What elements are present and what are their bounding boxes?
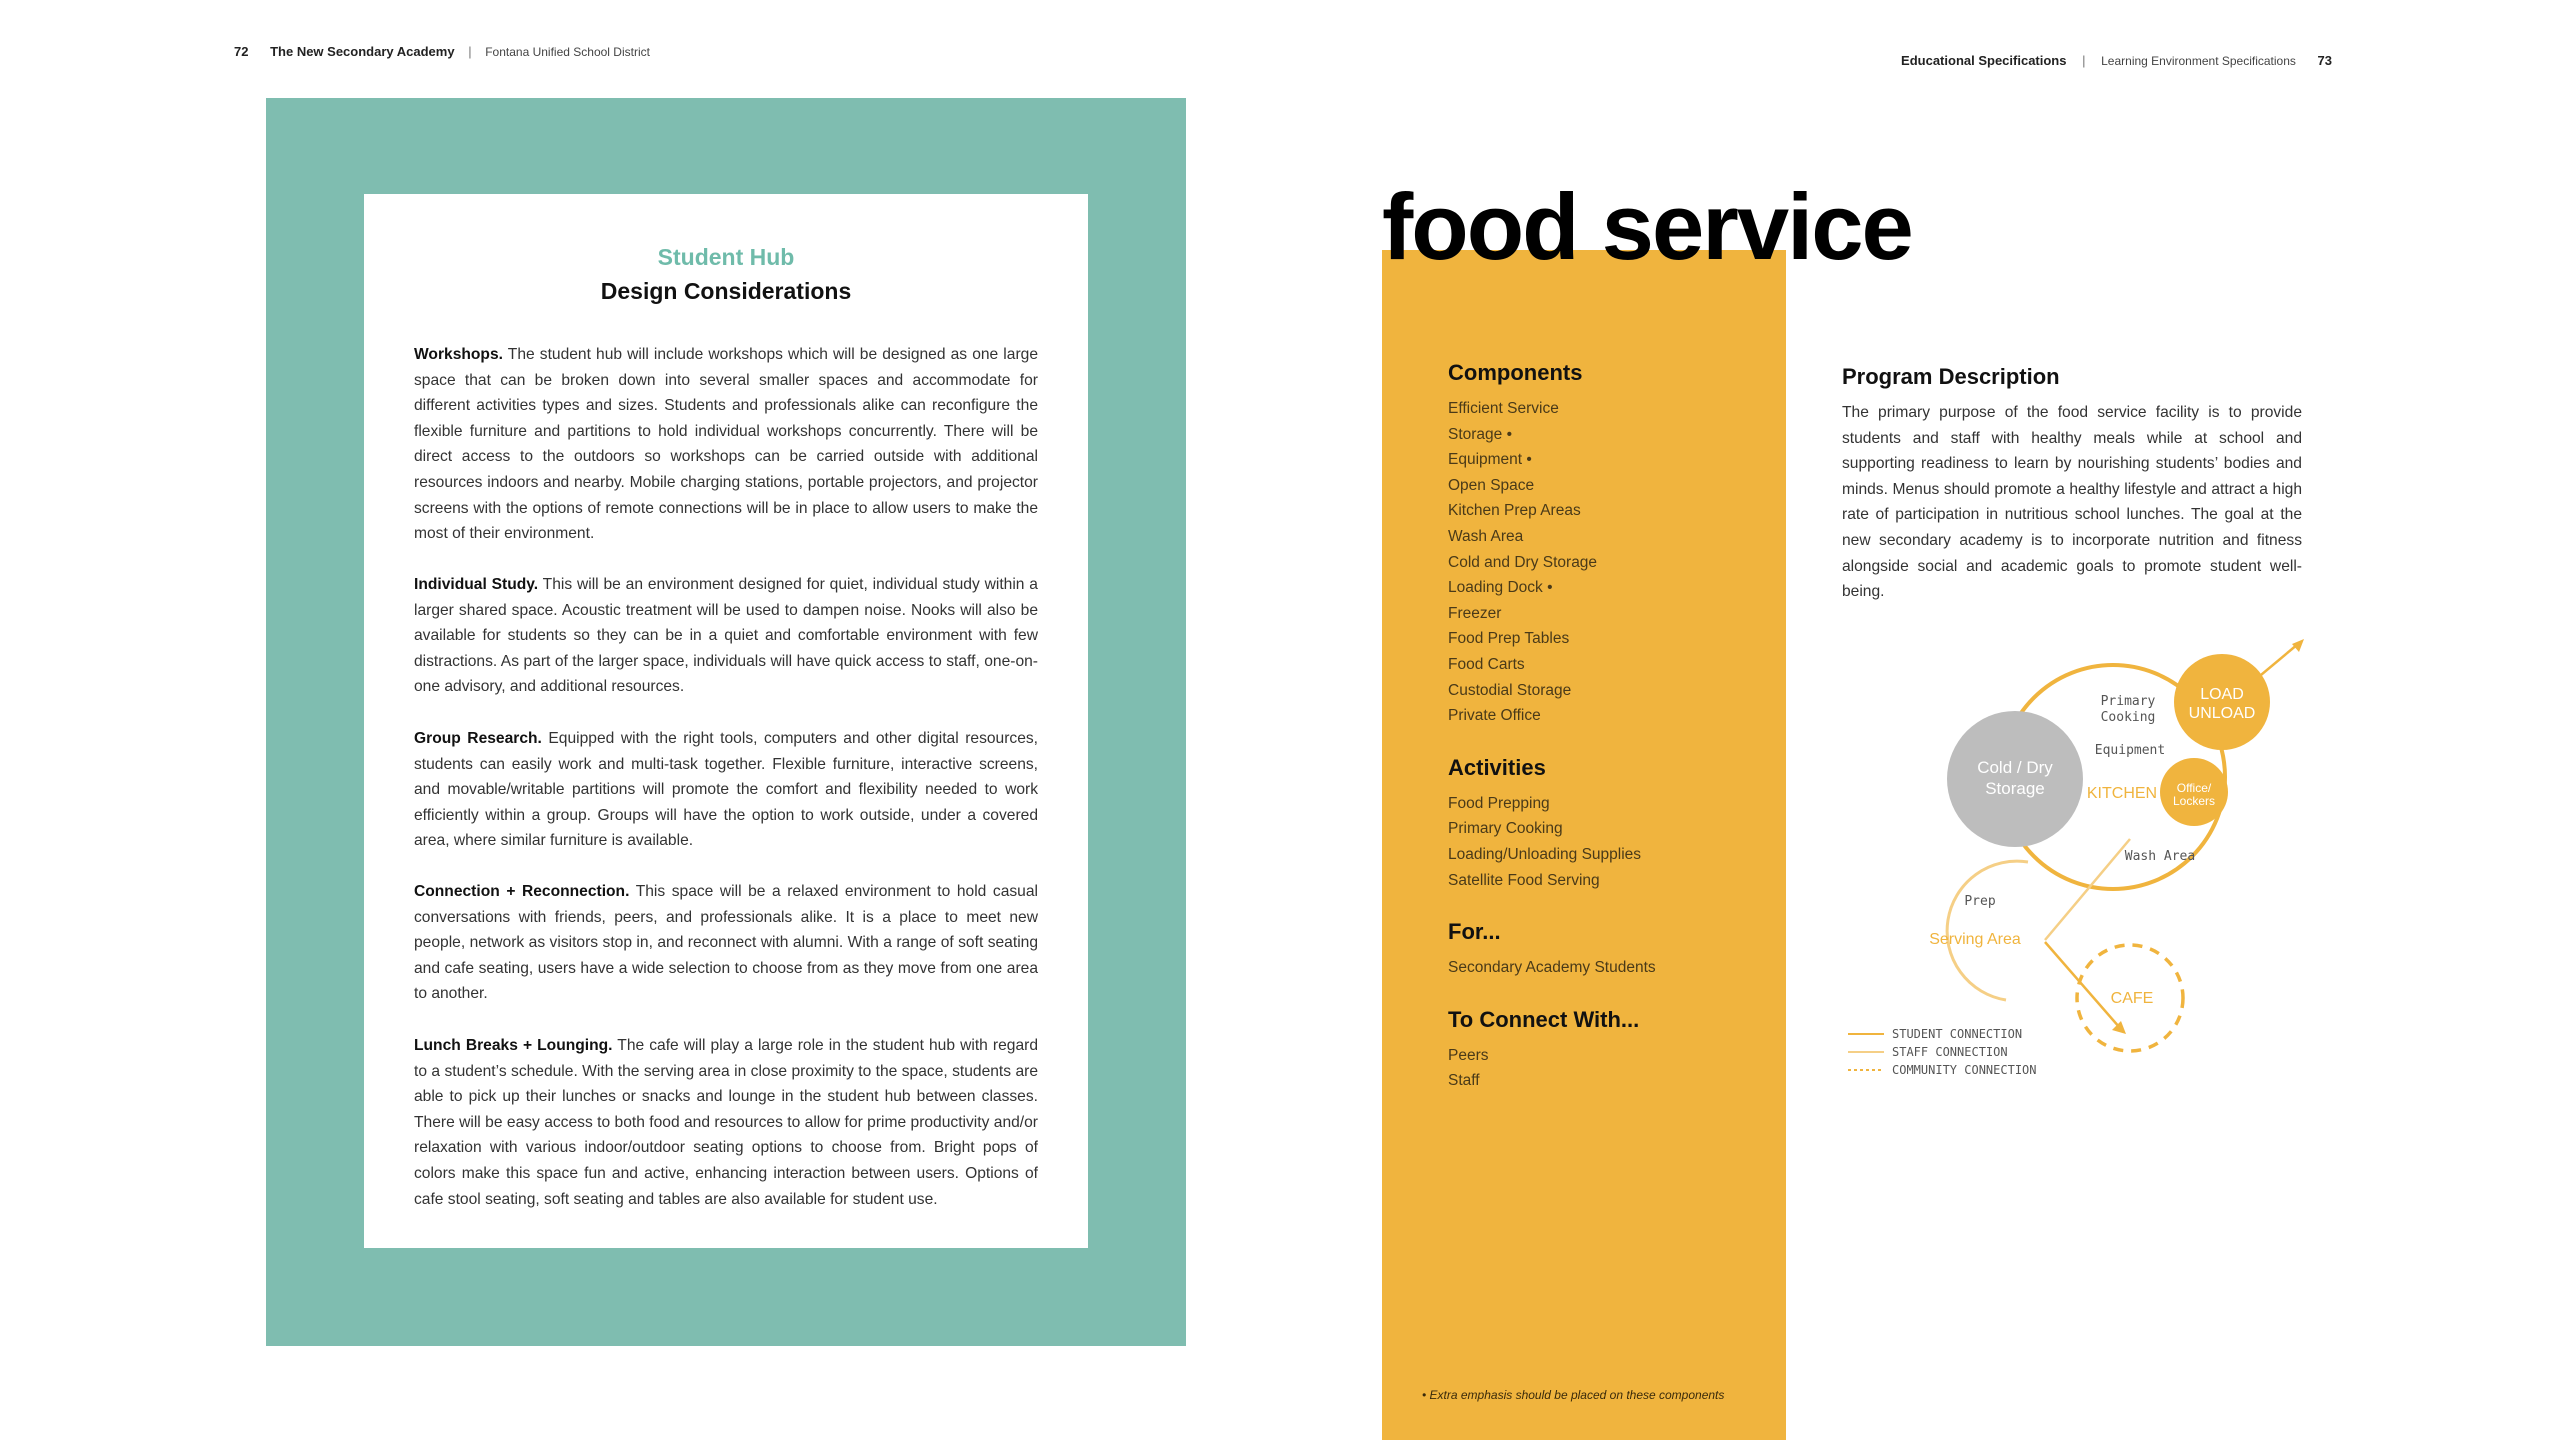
load-label: LOAD: [2200, 686, 2244, 703]
list-item: Staff: [1448, 1072, 1480, 1090]
section-workshops: [414, 342, 1038, 547]
section-group-research: [414, 726, 1038, 854]
list-item: Loading Dock •: [1448, 579, 1553, 597]
primary-label: Primary: [2100, 694, 2156, 709]
list-item: Secondary Academy Students: [1448, 959, 1656, 977]
right-header-subtitle: Learning Environment Specifications: [2101, 54, 2296, 68]
components-panel: [1448, 360, 1768, 1120]
section-lunch-breaks: [414, 1033, 1038, 1212]
list-item: Primary Cooking: [1448, 820, 1563, 838]
food-service-diagram: [1830, 620, 2330, 1090]
legend-staff-label: STAFF CONNECTION: [1892, 1045, 2008, 1059]
list-item: Satellite Food Serving: [1448, 871, 1600, 889]
left-page-header: [234, 44, 650, 59]
for-heading: For...: [1448, 919, 1501, 945]
cooking-label: Cooking: [2100, 710, 2156, 725]
connect-heading: To Connect With...: [1448, 1006, 1640, 1032]
list-item: Kitchen Prep Areas: [1448, 502, 1581, 520]
program-description-heading: Program Description: [1842, 364, 2060, 389]
section-individual-study: [414, 572, 1038, 700]
activities-heading: Activities: [1448, 754, 1546, 780]
program-description-text: The primary purpose of the food service facility is to provide students and staff with healthy meals while at school and supporting readiness to learn by nourishing students’ bodies and minds. Menus should promote a healthy lifestyle and attract a high rate of participation in nutritious school lunches. The goal at the new secondary academy is to incorporate nutrition and fitness alongside social and academic goals to promote student well-being.: [1842, 404, 2302, 601]
list-item: Private Office: [1448, 707, 1541, 725]
office-label: Office/: [2176, 781, 2212, 795]
wash-area-label: Wash Area: [2124, 849, 2196, 864]
section-heading: Group Research.: [414, 730, 542, 747]
serving-area-label: Serving Area: [1929, 931, 2021, 948]
list-item: Food Prepping: [1448, 794, 1550, 812]
right-page-number: 73: [2317, 53, 2332, 68]
list-item: Loading/Unloading Supplies: [1448, 845, 1642, 863]
for-list: [1448, 955, 1768, 981]
unload-label: UNLOAD: [2188, 705, 2256, 722]
right-page-header: [1901, 53, 2332, 68]
components-heading: Components: [1448, 360, 1583, 385]
list-item: Food Prep Tables: [1448, 630, 1570, 648]
left-header-subtitle: Fontana Unified School District: [485, 45, 650, 59]
student-hub-title: Student Hub: [657, 244, 795, 270]
kitchen-label: KITCHEN: [2086, 785, 2158, 802]
list-item: Efficient Service: [1448, 400, 1559, 417]
list-item: Freezer: [1448, 604, 1502, 622]
design-considerations-title: Design Considerations: [600, 278, 852, 304]
arrow-head: [2292, 639, 2304, 652]
list-item: Wash Area: [1448, 527, 1524, 545]
equipment-label: Equipment: [2094, 743, 2166, 758]
section-text: This will be an environment designed for quiet, individual study within a larger shared space. Acoustic treatment will be used to dampen noise. Nooks will also be available for students so they can be in a quiet and comfortable environment with few distractions. As part of the larger space, individuals will have quick access to staff, one-on-one advisory, and additional resources.: [414, 576, 1038, 696]
left-header-separator: |: [468, 44, 472, 59]
cold-dry-label-1: Cold / Dry: [1977, 758, 2053, 777]
section-text: The cafe will play a large role in the student hub with regard to a student’s schedule. With the serving area in close proximity to the space, students are able to pick up their lunches or snacks and lounge in the student hub between classes. There will be easy access to both food and resources to allow for prime productivity and/or relaxation with various indoor/outdoor seating options to choose from. Bright pops of colors make this space fun and active, enhancing interaction between users. Options of cafe stool seating, soft seating and tables are also available for student use.: [414, 1037, 1038, 1208]
left-page-number: 72: [234, 44, 249, 59]
components-list: [1448, 396, 1768, 729]
section-heading: Individual Study.: [414, 576, 539, 593]
section-text: This space will be a relaxed environment to hold casual conversations with friends, peers, and professionals alike. It is a place to meet new people, network as visitors stop in, and reconnect with alumni. With a range of soft seating and cafe seating, users have a wide selection to choose from as they move from one area to another.: [414, 883, 1038, 1003]
right-header-title: Educational Specifications: [1901, 53, 2067, 68]
section-heading: Lunch Breaks + Lounging.: [414, 1037, 613, 1054]
prep-label: Prep: [1964, 894, 1996, 909]
section-text: The student hub will include workshops which will be designed as one large space that can be broken down into several smaller spaces and accommodate for different activities types and sizes. Students and professionals alike can reconfigure the flexible furniture and partitions to hold individual workshops concurrently. There will be direct access to the outdoors so workshops can be carried outside with additional resources indoors and nearby. Mobile charging stations, portable projectors, and projector screens with the options of remote connections will be in place to allow users to make the most of their environment.: [414, 346, 1038, 543]
list-item: Custodial Storage: [1448, 681, 1572, 699]
connect-list: [1448, 1043, 1768, 1094]
right-header-separator: |: [2082, 53, 2086, 68]
list-item: Food Carts: [1448, 655, 1525, 673]
legend-community-label: COMMUNITY CONNECTION: [1892, 1063, 2037, 1077]
list-item: Storage •: [1448, 425, 1513, 443]
connection-line: [2045, 942, 2120, 1028]
section-heading: Connection + Reconnection.: [414, 883, 630, 900]
emphasis-footnote: • Extra emphasis should be placed on these components: [1422, 1388, 1725, 1402]
list-item: Cold and Dry Storage: [1448, 553, 1598, 571]
lockers-label: Lockers: [2172, 794, 2216, 808]
list-item: Open Space: [1448, 476, 1535, 494]
left-header-title: The New Secondary Academy: [270, 44, 455, 59]
section-text: Equipped with the right tools, computers and other digital resources, students can easily work and multi-task together. Flexible furniture, interactive screens, and movable/writable partitions will promote the comfort and flexibility needed to work efficiently within a group. Groups will have the option to work outside, under a covered area, where similar furniture is available.: [414, 730, 1039, 850]
section-heading: Workshops.: [414, 346, 503, 363]
food-service-title: food service: [1382, 174, 1912, 279]
section-connection-reconnection: [414, 879, 1038, 1007]
legend-student-label: STUDENT CONNECTION: [1892, 1027, 2023, 1041]
cold-dry-label-2: Storage: [1985, 779, 2045, 798]
cafe-label: CAFE: [2110, 990, 2154, 1007]
list-item: Equipment •: [1448, 451, 1532, 469]
activities-list: [1448, 791, 1768, 893]
list-item: Peers: [1448, 1046, 1489, 1064]
